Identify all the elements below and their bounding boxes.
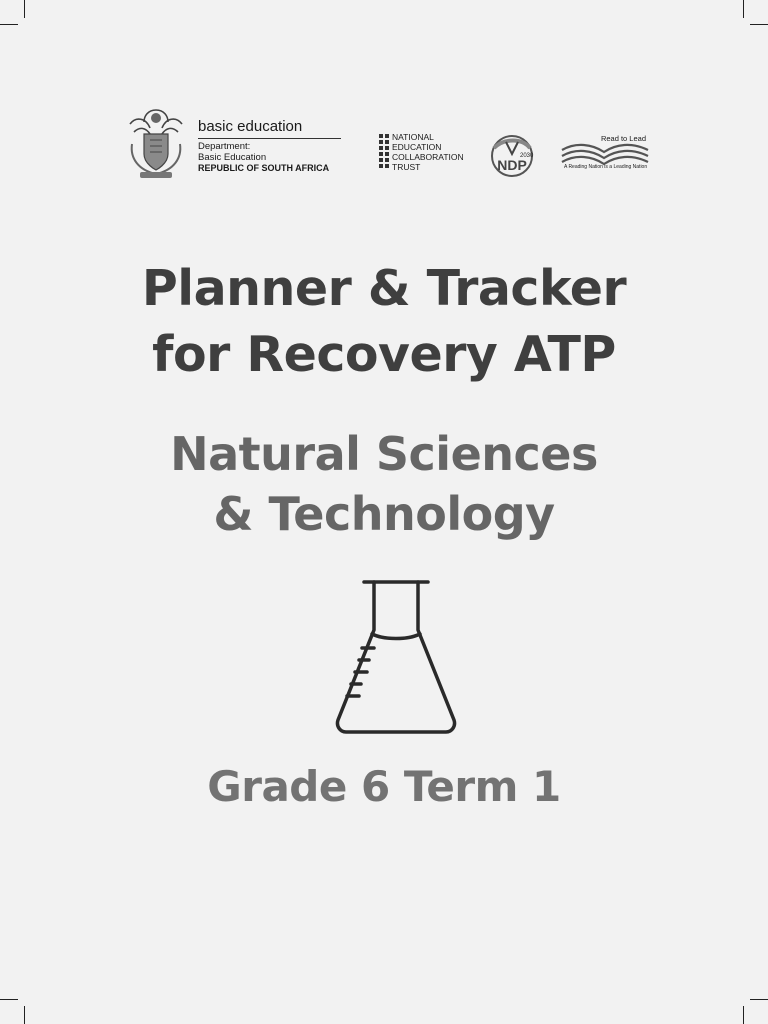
nect-mark-icon	[378, 133, 390, 171]
read-to-lead-tagline: A Reading Nation is a Leading Nation	[564, 164, 648, 170]
subject-line: Natural Sciences	[170, 427, 598, 481]
crop-mark	[0, 999, 18, 1000]
grade-term: Grade 6 Term 1	[207, 762, 561, 811]
crop-mark	[24, 1006, 25, 1024]
open-book-icon	[560, 138, 650, 166]
conical-flask-icon	[330, 576, 462, 738]
dbe-country: REPUBLIC OF SOUTH AFRICA	[198, 163, 330, 173]
logo-row	[0, 100, 768, 190]
nect-line: EDUCATION	[392, 142, 442, 152]
read-to-lead-logo	[560, 134, 652, 174]
nect-line: NATIONAL	[392, 132, 434, 142]
dbe-department-label: Department:	[198, 141, 251, 152]
dbe-rule	[198, 138, 341, 139]
dbe-department-name: Basic Education	[198, 152, 267, 163]
crop-mark	[0, 24, 18, 25]
ndp-year: 2030	[520, 153, 534, 159]
ndp-label: NDP	[497, 157, 527, 173]
nect-logo	[378, 132, 478, 176]
crop-mark	[24, 0, 25, 18]
nect-text	[392, 132, 464, 172]
subject-title	[0, 424, 768, 544]
read-to-lead-heading: Read to Lead	[600, 134, 646, 143]
ndp-logo	[488, 134, 536, 178]
nect-line: COLLABORATION	[392, 152, 464, 162]
crop-mark	[750, 999, 768, 1000]
nect-line: TRUST	[392, 162, 421, 172]
subject-line: & Technology	[213, 487, 555, 541]
title-line: for Recovery ATP	[152, 326, 616, 383]
dbe-logo	[126, 104, 346, 180]
dbe-name: basic education	[198, 118, 303, 135]
page-title	[0, 256, 768, 388]
crop-mark	[743, 0, 744, 18]
title-line: Planner & Tracker	[141, 260, 627, 317]
crop-mark	[743, 1006, 744, 1024]
coat-of-arms-icon	[126, 104, 186, 180]
crop-mark	[750, 24, 768, 25]
